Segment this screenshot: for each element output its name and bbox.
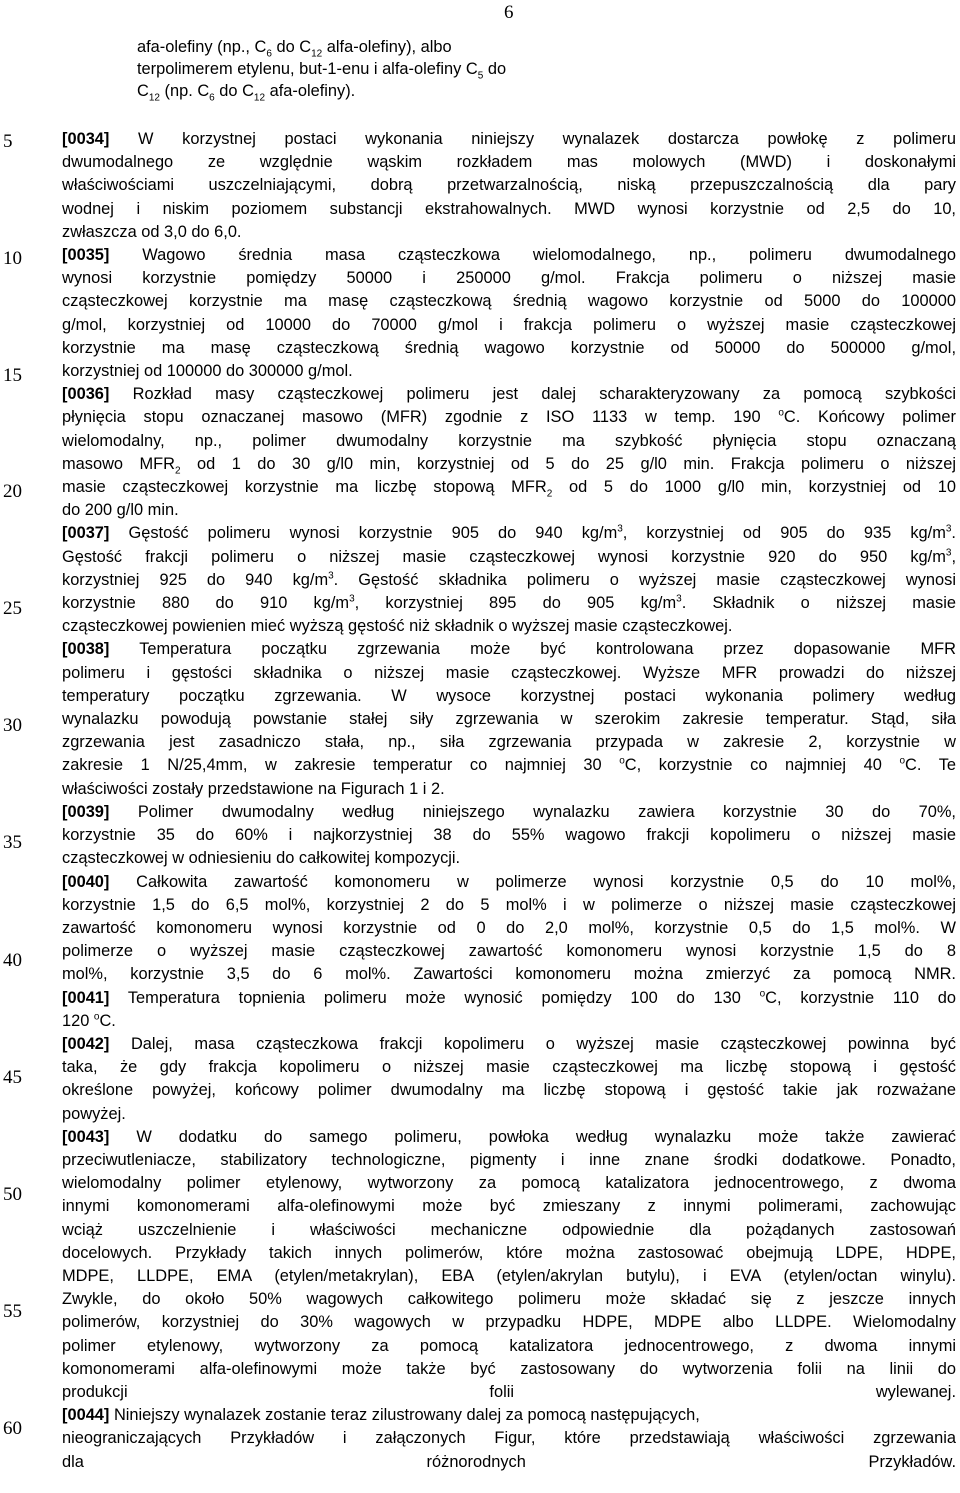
body-line: cząsteczkowej w odniesieniu do całkowitej kompozycji. (62, 849, 461, 868)
body-line: powyżej. (62, 1104, 126, 1123)
paragraph-number: [0035] (62, 246, 110, 265)
body-line: [0037] Gęstość polimeru wynosi korzystnie 905 do 940 $kg/m^3$, korzystniej od 905 do 935 $kg/m^3$. (62, 523, 956, 543)
paragraph-number: [0040] (62, 872, 110, 891)
body-line: wynosi korzystnie pomiędzy 50000 i 250000 g/mol. Frakcja polimeru o niższej masie (62, 269, 956, 288)
body-line: polimerów, korzystniej do 30% wagowych w przypadku HDPE, MDPE albo LLDPE. Wielomodalny (62, 1313, 956, 1332)
paragraph-number: [0041] (62, 988, 110, 1007)
paragraph-number: [0038] (62, 640, 110, 659)
body-line: nieograniczających Przykładów i załączonych Figur, które przedstawiają właściwości zgrzewania (62, 1429, 956, 1448)
body-line: [0044] Niniejszy wynalazek zostanie teraz zilustrowany dalej za pomocą następujących, (62, 1406, 700, 1425)
body-line: innymi komonomerami alfa-olefinowymi może być zmieszany z innymi polimerami, zachowując (62, 1197, 956, 1216)
line-number: 35 (3, 832, 22, 853)
body-line: wynalazku powodują powstanie stałej siły zgrzewania w szerokim zakresie temperatur. Stąd, siła (62, 710, 956, 729)
body-line: korzystnie ma masę cząsteczkową średnią wagowo korzystnie od 50000 do 500000 g/mol, (62, 338, 956, 357)
line-number: 10 (3, 248, 22, 269)
body-line: taka, że gdy frakcja kopolimeru o niższej masie cząsteczkowej ma liczbę stopową i gęstość (62, 1058, 956, 1077)
body-line: wodnej i niskim poziomem substancji ekstrahowalnych. MWD wynosi korzystnie od 2,5 do 10, (62, 199, 956, 218)
line-number: 20 (3, 481, 22, 502)
paragraph-number: [0042] (62, 1034, 110, 1053)
body-line: [0038] Temperatura początku zgrzewania może być kontrolowana przez dopasowanie MFR (62, 640, 956, 659)
paragraph-number: [0036] (62, 385, 110, 404)
line-number: 50 (3, 1184, 22, 1205)
line-number: 60 (3, 1418, 22, 1439)
body-line: korzystniej 925 do 940 $kg/m^3$. Gęstość składnika polimeru o wyższej masie cząsteczkowej wynosi (62, 570, 956, 589)
body-line: [0035] Wagowo średnia masa cząsteczkowa wielomodalnego, np., polimeru dwumodalnego (62, 246, 956, 265)
body-line: [0040] Całkowita zawartość komonomeru w polimerze wynosi korzystnie 0,5 do 10 mol%, (62, 872, 956, 891)
page-number: 6 (504, 2, 514, 23)
body-line: zakresie 1 N/25,4mm, w zakresie temperatur co najmniej 30 $^o$C, korzystnie co najmniej 40 $^o$C. Te (62, 756, 956, 775)
body-line: wciąż uszczelnienie i właściwości mechaniczne odpowiednie dla pożądanych zastosowań (62, 1220, 956, 1239)
intro-line: $C_{12}$ (np. $C_6$ do $C_{12}$ afa-olefiny). (137, 82, 356, 104)
body-line: temperatury początku zgrzewania. W wysoce korzystnej postaci wykonania polimery według (62, 686, 956, 705)
body-line: Zwykle, do około 50% wagowych całkowitego polimeru może składać się z jeszcze innych (62, 1290, 956, 1309)
body-line: 120 $^o$C. (62, 1011, 116, 1030)
body-line: zgrzewania jest zasadniczo stała, np., siła zgrzewania przypada w zakresie 2, korzystnie w (62, 733, 956, 752)
body-line: cząsteczkowej powienien mieć wyższą gęstość niż składnik o wyższej masie cząsteczkowej. (62, 617, 733, 636)
body-line: dla różnorodnych Przykładów. (62, 1452, 956, 1471)
paragraph-number: [0044] (62, 1406, 110, 1425)
body-line: przeciwutleniacze, stabilizatory technologiczne, pigmenty i inne znane środki dodatkowe. Ponadto, (62, 1150, 956, 1169)
body-line: właściwościami uszczelniającymi, dobrą przetwarzalnością, niską przepuszczalnością dla pary (62, 176, 956, 195)
paragraph-number: [0039] (62, 802, 110, 821)
line-number: 25 (3, 598, 22, 619)
body-line: masowo $MFR_2$ od 1 do 30 g/l0 min, korzystniej od 5 do 25 g/l0 min. Frakcja polimeru o niższej (62, 454, 956, 477)
line-number: 55 (3, 1301, 22, 1322)
intro-text-block (137, 36, 617, 102)
body-text (62, 128, 956, 1474)
body-line: [0043] W dodatku do samego polimeru, powłoka według wynalazku może także zawierać (62, 1127, 956, 1146)
line-number: 15 (3, 365, 22, 386)
body-line: [0039] Polimer dwumodalny według niniejszego wynalazku zawiera korzystnie 30 do 70%, (62, 802, 956, 821)
body-line: polimerze o wyższej masie cząsteczkowej zawartość komonomeru wynosi korzystnie 1,5 do 8 (62, 942, 956, 961)
body-line: korzystnie 35 do 60% i najkorzystniej 38 do 55% wagowo frakcji kopolimeru o niższej masie (62, 826, 956, 845)
body-line: wielomodalny, np., polimer dwumodalny korzystnie ma szybkość płynięcia stopu oznaczaną (62, 431, 956, 450)
paragraph-number: [0034] (62, 130, 110, 148)
line-number: 5 (3, 131, 13, 152)
line-number: 30 (3, 715, 22, 736)
body-line: właściwości zostały przedstawione na Figurach 1 i 2. (62, 779, 445, 798)
body-line: do 200 g/l0 min. (62, 501, 179, 520)
intro-line: afa-olefiny (np., $C_6$ do $C_{12}$ alfa-olefiny), albo (137, 38, 452, 60)
body-line: określone powyżej, końcowy polimer dwumodalny ma liczbę stopową i gęstość takie jak rozważane (62, 1081, 956, 1100)
body-line: [0036] Rozkład masy cząsteczkowej polimeru jest dalej scharakteryzowany za pomocą szybkości (62, 385, 956, 404)
line-number: 45 (3, 1067, 22, 1088)
body-line: zwłaszcza od 3,0 do 6,0. (62, 222, 242, 241)
body-line: korzystnie 1,5 do 6,5 mol%, korzystniej 2 do 5 mol% i w polimerze o niższej masie cząsteczkowej (62, 895, 956, 914)
body-line: komonomerami alfa-olefinowymi może także być zastosowany do wytworzenia folii na linii do (62, 1359, 956, 1378)
body-line: Gęstość frakcji polimeru o niższej masie cząsteczkowej wynosi korzystnie 920 do 950 $kg/m^3$, (62, 547, 956, 566)
body-line: korzystnie 880 do 910 $kg/m^3$, korzystniej 895 do 905 $kg/m^3$. Składnik o niższej masie (62, 593, 956, 613)
body-line: polimeru i gęstości składnika o niższej masie cząsteczkowej. Wyższe MFR prowadzi do niższej (62, 663, 956, 682)
body-line: cząsteczkowej korzystnie ma masę cząsteczkową średnią wagowo korzystnie od 5000 do 100000 (62, 292, 956, 311)
paragraph-number: [0037] (62, 524, 110, 543)
body-line: dwumodalnego ze względnie wąskim rozkładem mas molowych (MWD) i doskonałymi (62, 153, 956, 172)
paragraph-number: [0043] (62, 1127, 110, 1146)
body-line: docelowych. Przykłady takich innych polimerów, które można zastosować obejmują LDPE, HDPE, (62, 1243, 956, 1262)
body-line: MDPE, LLDPE, EMA (etylen/metakrylan), EBA (etylen/akrylan butylu), i EVA (etylen/octan winylu). (62, 1266, 956, 1285)
body-line: mol%, korzystnie 3,5 do 6 mol%. Zawartości komonomeru można zmierzyć za pomocą NMR. (62, 965, 956, 984)
body-line: korzystniej od 100000 do 300000 g/mol. (62, 362, 353, 381)
body-line: wielomodalny polimer etylenowy, wytworzony za pomocą katalizatora jednocentrowego, z dwoma (62, 1174, 956, 1193)
body-line: zawartość komonomeru wynosi korzystnie od 0 do 2,0 mol%, korzystnie 0,5 do 1,5 mol%. W (62, 918, 956, 937)
body-line: [0034] W korzystnej postaci wykonania niniejszy wynalazek dostarcza powłokę z polimeru (62, 130, 956, 148)
body-line: masie cząsteczkowej korzystnie ma liczbę stopową $MFR_2$ od 5 do 1000 g/l0 min, korzystniej od 10 (62, 478, 956, 500)
body-line: polimer etylenowy, wytworzony za pomocą katalizatora jednocentrowego, z dwoma innymi (62, 1336, 956, 1355)
body-line: [0042] Dalej, masa cząsteczkowa frakcji kopolimeru o wyższej masie cząsteczkowej powinna być (62, 1034, 956, 1053)
body-line: g/mol, korzystniej od 10000 do 70000 g/mol i frakcja polimeru o wyższej masie cząsteczkowej (62, 315, 956, 334)
body-line: płynięcia stopu oznaczanej masowo (MFR) zgodnie z ISO 1133 w temp. 190 $^o$C. Końcowy polimer (62, 407, 956, 427)
body-line: produkcji folii wylewanej. (62, 1382, 956, 1401)
line-number: 40 (3, 950, 22, 971)
body-line: [0041] Temperatura topnienia polimeru może wynosić pomiędzy 100 do 130 $^o$C, korzystnie 110 do (62, 988, 957, 1007)
intro-line: terpolimerem etylenu, but-1-enu i alfa-olefiny $C_5$ do (137, 60, 507, 82)
